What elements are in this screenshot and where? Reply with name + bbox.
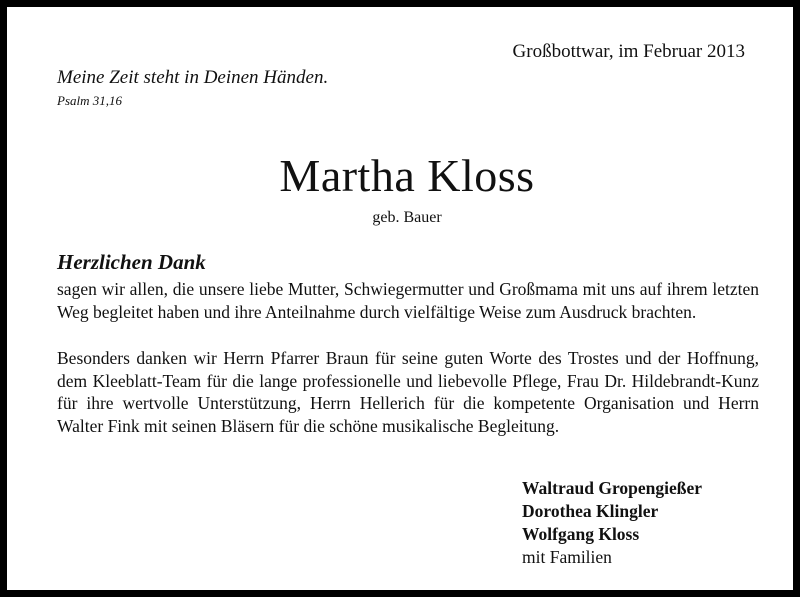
thanks-paragraph-2: Besonders danken wir Herrn Pfarrer Braun für seine guten Worte des Trostes und der Hoffnung, dem Kleeblatt-Team für die lange professionelle und liebevolle Pflege, Frau Dr. Hildebrandt-Kunz für ihre wertvolle Unterstützung, Herrn Hellerich für die kompetente Organisation und Herrn Walter Fink mit seinen Bläsern für die schöne musikalische Begleitung. xyxy=(57,348,759,436)
verse-text: Meine Zeit steht in Deinen Händen. xyxy=(57,67,329,88)
thanks-heading: Herzlichen Dank xyxy=(57,250,206,274)
place-date: Großbottwar, im Februar 2013 xyxy=(512,41,745,62)
thanks-paragraph-1: sagen wir allen, die unsere liebe Mutter, Schwiegermutter und Großmama mit uns auf ihrem letzten Weg begleitet haben und ihre Anteilnahme durch vielfältige Weise zum Ausdruck brachten. xyxy=(57,279,759,322)
deceased-name: Martha Kloss xyxy=(279,150,535,201)
signer-name: Waltraud Gropengießer xyxy=(522,478,703,498)
maiden-name: geb. Bauer xyxy=(372,209,442,226)
verse-reference: Psalm 31,16 xyxy=(57,93,122,108)
signer-name: Wolfgang Kloss xyxy=(522,524,640,544)
signer-name: Dorothea Klingler xyxy=(522,501,659,521)
signers-block xyxy=(522,477,702,569)
signers-note: mit Familien xyxy=(522,547,612,567)
